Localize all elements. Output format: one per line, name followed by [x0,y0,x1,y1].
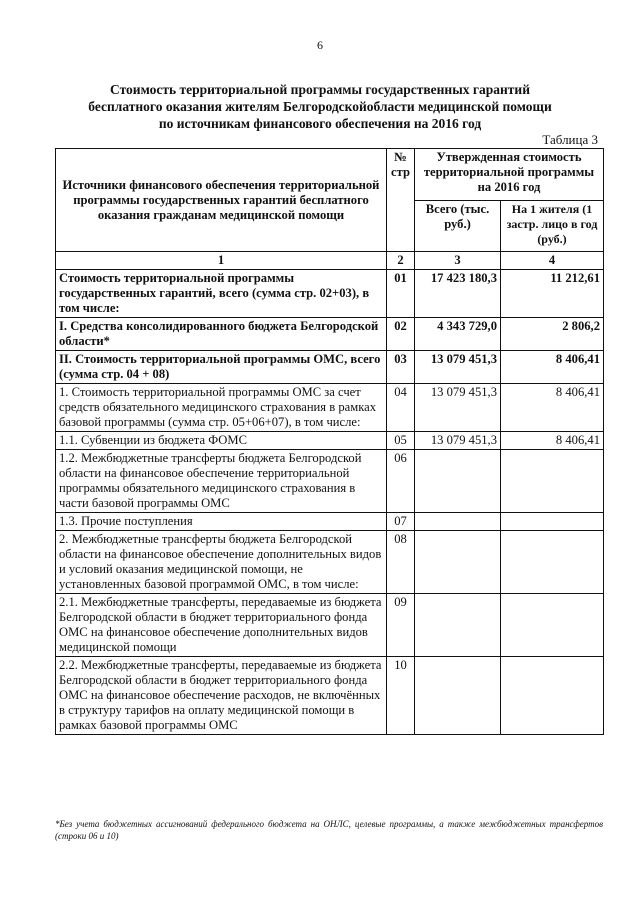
header-approved-cost: Утвержденная стоимость территориальной программы на 2016 год [415,149,604,201]
row-total [415,594,501,657]
row-label: 1. Стоимость территориальной программы ОМС за счет средств обязательного медицинского страхования в рамках базовой программы (сумма стр. 05+06+07), в том числе: [56,384,387,432]
row-number: 07 [387,513,415,531]
row-number: 06 [387,450,415,513]
row-total [415,657,501,735]
table-row [56,384,604,432]
row-per-capita: 11 212,61 [501,270,604,318]
row-number: 10 [387,657,415,735]
title-line: Стоимость территориальной программы государственных гарантий [110,82,530,97]
row-per-capita: 2 806,2 [501,318,604,351]
page-number: 6 [317,38,323,52]
row-total: 17 423 180,3 [415,270,501,318]
header-row [56,149,604,201]
header-per-capita: На 1 жителя (1 застр. лицо в год (руб.) [501,200,604,252]
header-row-number: № стр [387,149,415,252]
row-per-capita [501,450,604,513]
row-total [415,450,501,513]
table-row [56,531,604,594]
row-total: 13 079 451,3 [415,432,501,450]
row-label: Стоимость территориальной программы государственных гарантий, всего (сумма стр. 02+03), в том числе: [56,270,387,318]
table-row [56,318,604,351]
title-line: бесплатного оказания жителям Белгородскойобласти медицинской помощи [88,99,552,114]
row-per-capita: 8 406,41 [501,351,604,384]
row-per-capita: 8 406,41 [501,432,604,450]
row-total: 13 079 451,3 [415,384,501,432]
row-label: 1.3. Прочие поступления [56,513,387,531]
row-number: 03 [387,351,415,384]
header-total: Всего (тыс. руб.) [415,200,501,252]
title-line: по источникам финансового обеспечения на 2016 год [158,116,482,131]
row-label: 1.1. Субвенции из бюджета ФОМС [56,432,387,450]
table-row [56,513,604,531]
footnote: *Без учета бюджетных ассигнований федерального бюджета на ОНЛС, целевые программы, а также межбюджетных трансфертов (строки 06 и 10) [55,819,603,841]
row-total [415,531,501,594]
row-number: 02 [387,318,415,351]
row-total [415,513,501,531]
row-number: 04 [387,384,415,432]
column-number: 4 [501,252,604,270]
row-label: II. Стоимость территориальной программы ОМС, всего (сумма стр. 04 + 08) [56,351,387,384]
column-number: 2 [387,252,415,270]
row-total: 4 343 729,0 [415,318,501,351]
row-number: 09 [387,594,415,657]
table-row [56,432,604,450]
row-number: 01 [387,270,415,318]
table-label: Таблица 3 [542,132,598,147]
table-row [56,270,604,318]
document-title [60,81,580,132]
table-row [56,351,604,384]
table-row [56,450,604,513]
table-row [56,594,604,657]
cost-table [55,148,604,735]
row-label: 1.2. Межбюджетные трансферты бюджета Белгородской области на финансовое обеспечение территориальной программы обязательного медицинского страхования в части базовой программы ОМС [56,450,387,513]
column-number: 1 [56,252,387,270]
row-per-capita: 8 406,41 [501,384,604,432]
row-total: 13 079 451,3 [415,351,501,384]
row-number: 08 [387,531,415,594]
row-per-capita [501,531,604,594]
column-number: 3 [415,252,501,270]
row-per-capita [501,594,604,657]
row-label: 2. Межбюджетные трансферты бюджета Белгородской области на финансовое обеспечение дополнительных видов и условий оказания медицинской помощи, не установленных базовой программой ОМС, в том числе: [56,531,387,594]
row-label: I. Средства консолидированного бюджета Белгородской области* [56,318,387,351]
table-row [56,657,604,735]
row-per-capita [501,657,604,735]
row-label: 2.2. Межбюджетные трансферты, передаваемые из бюджета Белгородской области в бюджет территориального фонда ОМС на финансовое обеспечение расходов, не включённых в структуру тарифов на оплату медицинской помощи в рамках базовой программы ОМС [56,657,387,735]
column-number-row [56,252,604,270]
row-number: 05 [387,432,415,450]
row-per-capita [501,513,604,531]
row-label: 2.1. Межбюджетные трансферты, передаваемые из бюджета Белгородской области в бюджет территориального фонда ОМС на финансовое обеспечение дополнительных видов медицинской помощи [56,594,387,657]
header-source: Источники финансового обеспечения территориальной программы государственных гарантий бесплатного оказания гражданам медицинской помощи [56,149,387,252]
